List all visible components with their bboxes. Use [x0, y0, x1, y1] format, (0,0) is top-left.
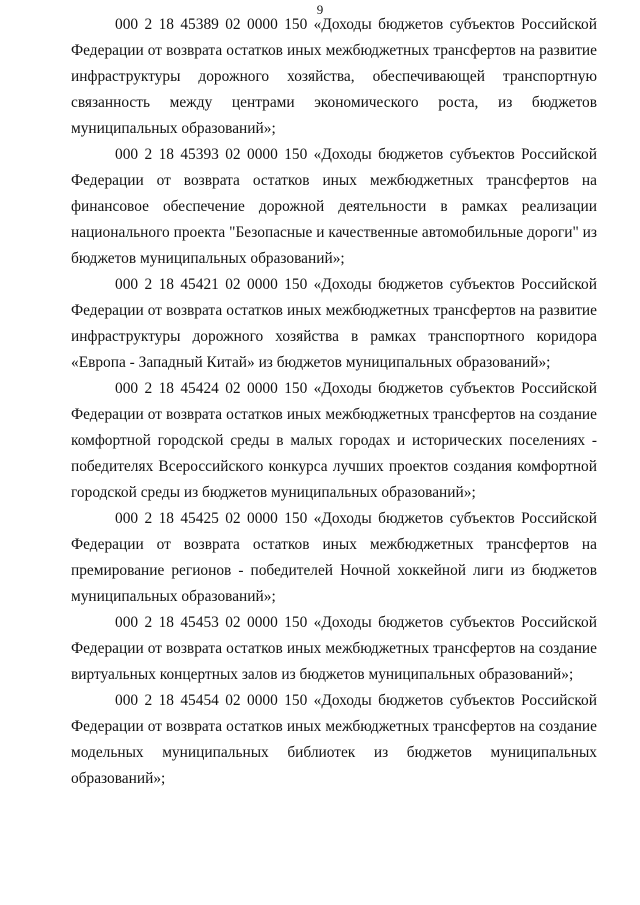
paragraph-45425: 000 2 18 45425 02 0000 150 «Доходы бюджетов субъектов Российской Федерации от возврата остатков иных межбюджетных трансфертов на премирование регионов - победителей Ночной хоккейной лиги из бюджетов муниципальных образований»; — [71, 510, 597, 605]
paragraph-45421: 000 2 18 45421 02 0000 150 «Доходы бюджетов субъектов Российской Федерации от возврата остатков иных межбюджетных трансфертов на развитие инфраструктуры дорожного хозяйства в рамках транспортного коридора «Европа - Западный Китай» из бюджетов муниципальных образований»; — [71, 276, 597, 371]
paragraph-45389: 000 2 18 45389 02 0000 150 «Доходы бюджетов субъектов Российской Федерации от возврата остатков иных межбюджетных трансфертов на развитие инфраструктуры дорожного хозяйства, обеспечивающей транспортную связанность между центрами экономического роста, из бюджетов муниципальных образований»; — [71, 16, 597, 137]
document-body — [71, 12, 597, 792]
paragraph-45454: 000 2 18 45454 02 0000 150 «Доходы бюджетов субъектов Российской Федерации от возврата остатков иных межбюджетных трансфертов на создание модельных муниципальных библиотек из бюджетов муниципальных образований»; — [71, 692, 597, 787]
paragraph-45424: 000 2 18 45424 02 0000 150 «Доходы бюджетов субъектов Российской Федерации от возврата остатков иных межбюджетных трансфертов на создание комфортной городской среды в малых городах и исторических поселениях - победителях Всероссийского конкурса лучших проектов создания комфортной городской среды из бюджетов муниципальных образований»; — [71, 380, 597, 501]
paragraph-45393: 000 2 18 45393 02 0000 150 «Доходы бюджетов субъектов Российской Федерации от возврата остатков иных межбюджетных трансфертов на финансовое обеспечение дорожной деятельности в рамках реализации национального проекта "Безопасные и качественные автомобильные дороги" из бюджетов муниципальных образований»; — [71, 146, 597, 267]
paragraph-45453: 000 2 18 45453 02 0000 150 «Доходы бюджетов субъектов Российской Федерации от возврата остатков иных межбюджетных трансфертов на создание виртуальных концертных залов из бюджетов муниципальных образований»; — [71, 614, 597, 683]
page-number: 9 — [316, 2, 324, 17]
